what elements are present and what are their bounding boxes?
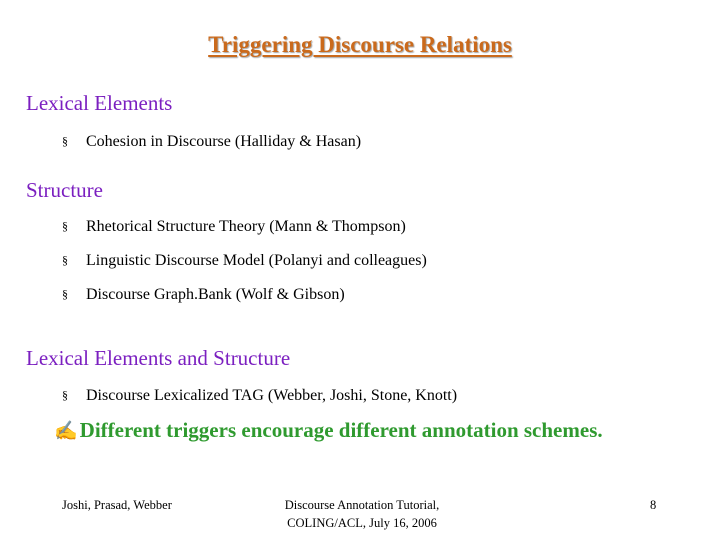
footer-event-line2: COLING/ACL, July 16, 2006 xyxy=(287,516,437,530)
slide-title: Triggering Discourse Relations xyxy=(208,32,512,57)
bullet-text: Discourse Graph.Bank (Wolf & Gibson) xyxy=(86,286,345,303)
section-heading-lexical-elements: Lexical Elements xyxy=(26,91,173,115)
bullet-marker: § xyxy=(62,388,68,402)
list-item xyxy=(62,252,427,270)
bullet-text: Rhetorical Structure Theory (Mann & Thompson) xyxy=(86,218,406,235)
footer-page-number: 8 xyxy=(650,498,657,512)
bullet-text: Cohesion in Discourse (Halliday & Hasan) xyxy=(86,133,362,150)
bullet-marker: § xyxy=(62,253,68,267)
bullet-marker: § xyxy=(62,287,68,301)
list-item xyxy=(62,218,406,236)
footer-authors: Joshi, Prasad, Webber xyxy=(62,498,172,512)
key-note xyxy=(54,418,603,443)
bullet-marker: § xyxy=(62,219,68,233)
bullet-marker: § xyxy=(62,134,68,148)
section-heading-structure: Structure xyxy=(26,178,103,202)
bullet-text: Discourse Lexicalized TAG (Webber, Joshi, Stone, Knott) xyxy=(86,387,458,404)
footer-event xyxy=(262,496,462,532)
footer-event-line1: Discourse Annotation Tutorial, xyxy=(284,498,440,512)
list-item xyxy=(62,387,457,405)
pencil-hand-icon: ✍ xyxy=(54,421,78,442)
key-note-text: Different triggers encourage different annotation schemes. xyxy=(79,418,603,442)
list-item xyxy=(62,133,361,151)
bullet-text: Linguistic Discourse Model (Polanyi and colleagues) xyxy=(86,252,427,269)
list-item xyxy=(62,286,345,304)
section-heading-lexical-elements-and-structure: Lexical Elements and Structure xyxy=(26,346,291,370)
